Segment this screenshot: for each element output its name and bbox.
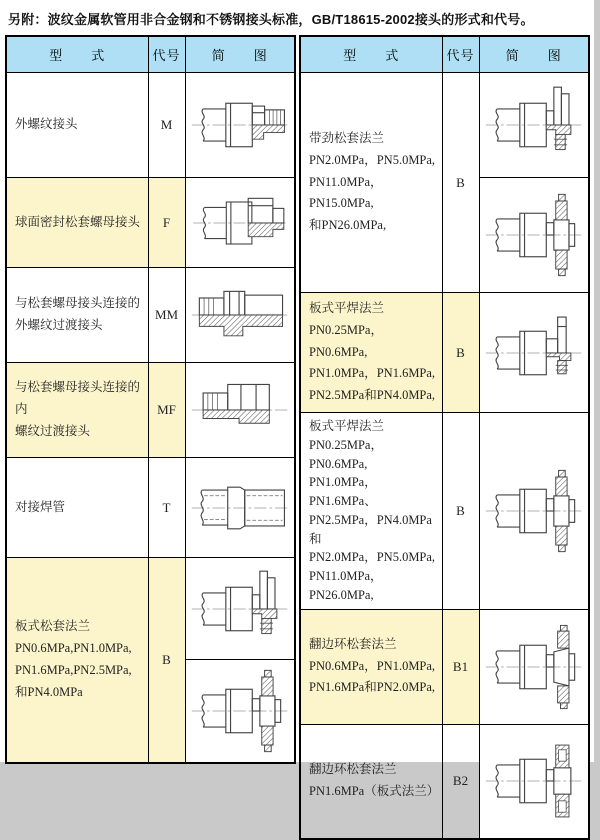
right-header-code: 代号 xyxy=(442,36,479,73)
diagram-cell xyxy=(185,178,295,268)
diagram-cell xyxy=(479,609,589,724)
type-cell: 板式平焊法兰 PN0.25MPa，PN0.6MPa, PN1.0MPa，PN1.6MPa、 PN2.5MPa，PN4.0MPa和 PN2.0MPa，PN5.0MPa, PN11.0MPa，PN26.0MPa, xyxy=(300,413,442,610)
code-cell: B2 xyxy=(442,724,479,839)
type-cell: 翻边环松套法兰 PN1.6MPa（板式法兰） xyxy=(300,724,442,839)
diagram-cell xyxy=(185,363,295,458)
flanged-ring-plate-flange-diagram xyxy=(482,729,586,833)
external-thread-fitting-diagram xyxy=(188,79,292,171)
table-row xyxy=(6,458,295,558)
flat-weld-flange-section-diagram xyxy=(482,457,586,565)
diagram-cell xyxy=(185,558,295,660)
diagram-cell xyxy=(185,458,295,558)
type-cell: 外螺纹接头 xyxy=(6,73,148,178)
left-table xyxy=(5,35,296,764)
type-cell: 对接焊管 xyxy=(6,458,148,558)
table-row xyxy=(300,413,589,610)
type-cell: 与松套螺母接头连接的 外螺纹过渡接头 xyxy=(6,268,148,363)
table-row xyxy=(300,609,589,724)
plate-loose-flange-diagram-1 xyxy=(188,561,292,657)
left-header-type: 型 式 xyxy=(6,36,148,73)
code-cell: B xyxy=(442,413,479,610)
type-cell: 板式平焊法兰 PN0.25MPa，PN0.6MPa, PN1.0MPa，PN1.6MPa, PN2.5MPa和PN4.0MPa, xyxy=(300,293,442,413)
code-cell: MM xyxy=(148,268,185,363)
diagram-cell xyxy=(185,73,295,178)
diagram-cell xyxy=(479,293,589,413)
diagram-cell xyxy=(479,178,589,293)
type-cell: 带劲松套法兰 PN2.0MPa，PN5.0MPa, PN11.0MPa，PN15.0MPa, 和PN26.0MPa, xyxy=(300,73,442,293)
left-header-diagram: 简 图 xyxy=(185,36,295,73)
code-cell: B xyxy=(442,73,479,293)
type-cell: 球面密封松套螺母接头 xyxy=(6,178,148,268)
table-row xyxy=(6,558,295,660)
type-cell: 翻边环松套法兰 PN0.6MPa，PN1.0MPa, PN1.6MPa和PN2.0MPa, xyxy=(300,609,442,724)
right-header-type: 型 式 xyxy=(300,36,442,73)
table-row xyxy=(300,724,589,839)
neck-loose-flange-diagram-2 xyxy=(482,183,586,287)
code-cell: F xyxy=(148,178,185,268)
diagram-cell xyxy=(185,268,295,363)
code-cell: B1 xyxy=(442,609,479,724)
spherical-loose-nut-diagram xyxy=(188,181,292,265)
diagram-cell xyxy=(479,724,589,839)
code-cell: M xyxy=(148,73,185,178)
diagram-cell xyxy=(185,660,295,763)
code-cell: B xyxy=(442,293,479,413)
table-row xyxy=(300,73,589,178)
diagram-cell xyxy=(479,73,589,178)
table-row xyxy=(6,268,295,363)
right-table xyxy=(299,35,590,840)
code-cell: T xyxy=(148,458,185,558)
page-title: 另附：波纹金属软管用非合金钢和不锈钢接头标准，GB/T18615-2002接头的形式和代号。 xyxy=(8,12,534,27)
flat-weld-plate-flange-diagram xyxy=(482,299,586,407)
diagram-cell xyxy=(479,413,589,610)
external-thread-transition-diagram xyxy=(188,271,292,359)
type-cell: 与松套螺母接头连接的内 螺纹过渡接头 xyxy=(6,363,148,458)
tables-container xyxy=(0,35,594,840)
code-cell: MF xyxy=(148,363,185,458)
left-header-code: 代号 xyxy=(148,36,185,73)
plate-loose-flange-diagram-2 xyxy=(188,663,292,759)
internal-thread-transition-diagram xyxy=(188,366,292,454)
table-row xyxy=(6,178,295,268)
neck-loose-flange-diagram-1 xyxy=(482,76,586,174)
right-header-row xyxy=(300,36,589,73)
type-cell: 板式松套法兰 PN0.6MPa,PN1.0MPa, PN1.6MPa,PN2.5MPa, 和PN4.0MPa xyxy=(6,558,148,763)
table-row xyxy=(6,363,295,458)
flanged-ring-loose-flange-diagram xyxy=(482,615,586,719)
table-row xyxy=(300,293,589,413)
left-header-row xyxy=(6,36,295,73)
code-cell: B xyxy=(148,558,185,763)
butt-weld-pipe-diagram xyxy=(188,462,292,554)
right-header-diagram: 简 图 xyxy=(479,36,589,73)
table-row xyxy=(6,73,295,178)
